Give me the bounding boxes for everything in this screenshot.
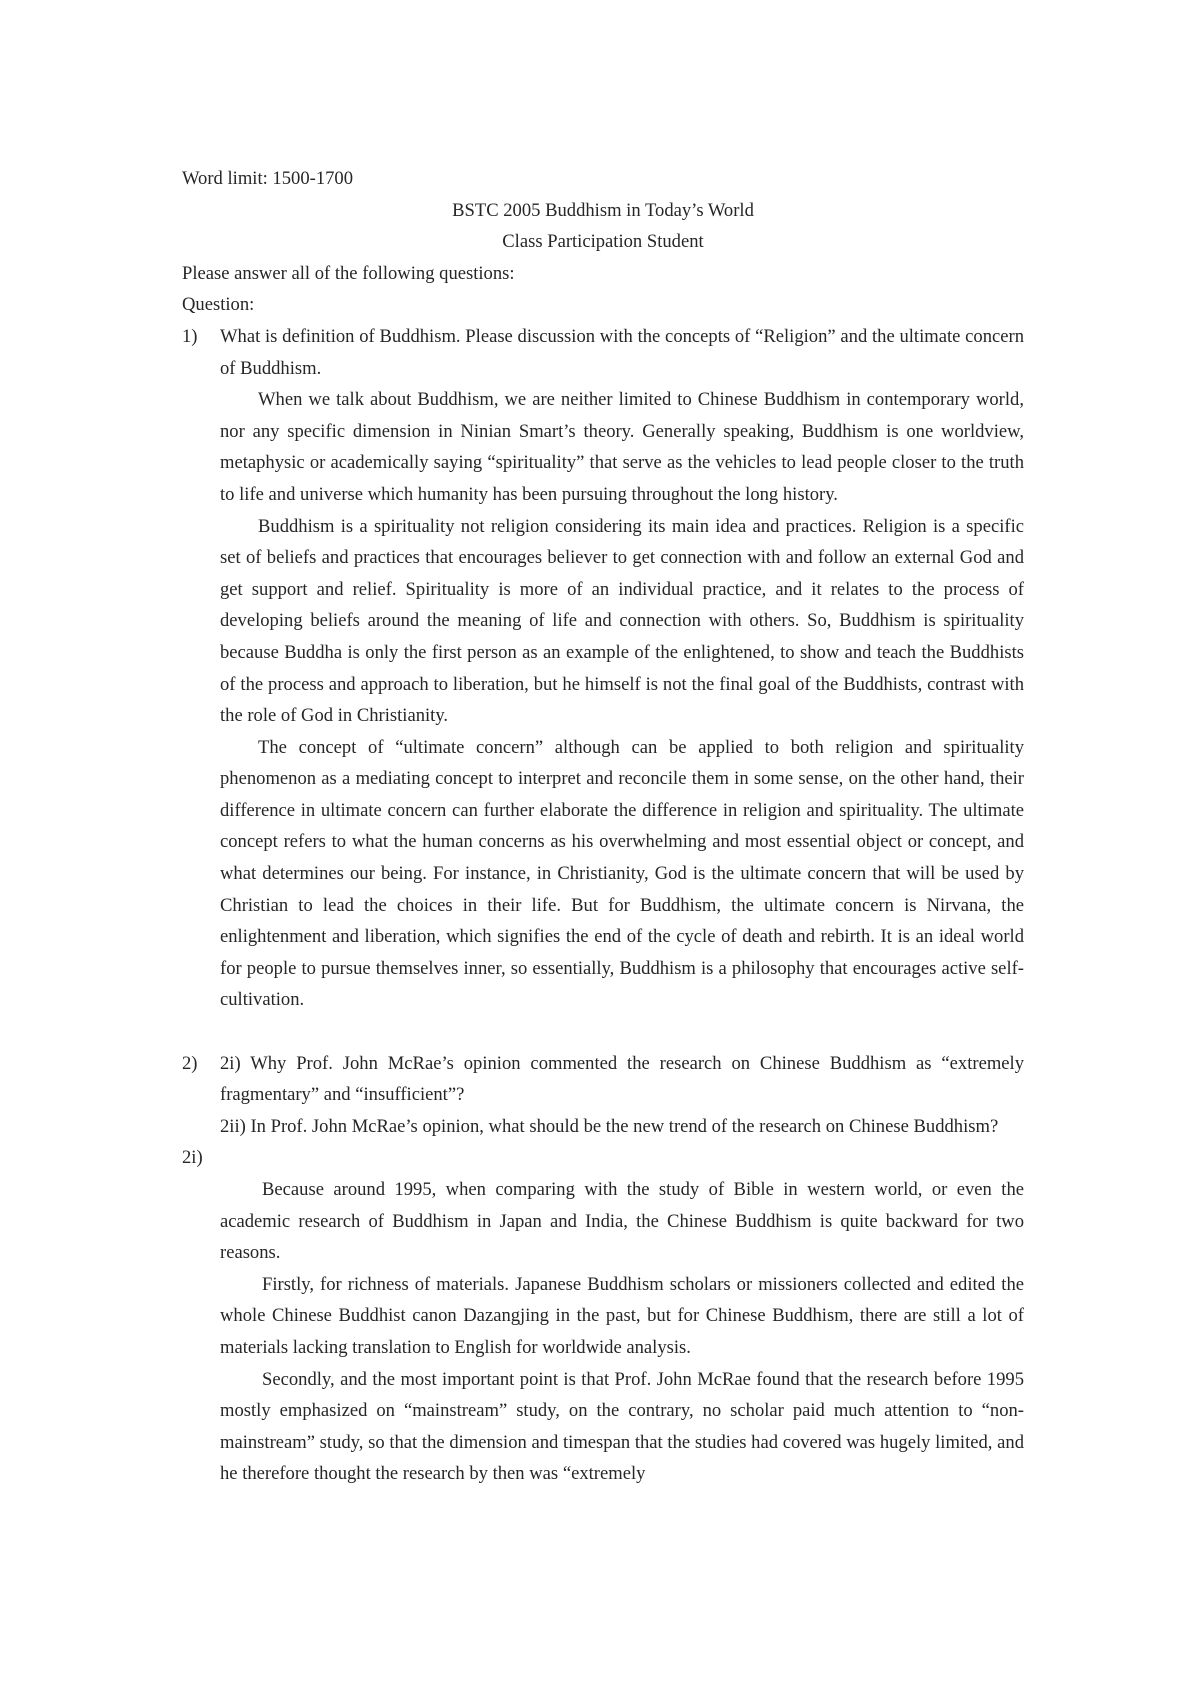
answer-1-paragraph-3: The concept of “ultimate concern” although can be applied to both religion and spirituality phenomenon as a mediating concept to interpret and reconcile them in some sense, on the other hand, their difference in ultimate concern can further elaborate the difference in religion and spirituality. The ultimate concept refers to what the human concerns as his overwhelming and most essential object or concept, and what determines our being. For instance, in Christianity, God is the ultimate concern that will be used by Christian to lead the choices in their life. But for Buddhism, the ultimate concern is Nirvana, the enlightenment and liberation, which signifies the end of the cycle of death and rebirth. It is an ideal world for people to pursue themselves inner, so essentially, Buddhism is a philosophy that encourages active self-cultivation. — [220, 736, 1024, 1011]
question-label: Question: — [182, 294, 255, 316]
question-2ii-text: 2ii) In Prof. John McRae’s opinion, what should be the new trend of the research on Chinese Buddhism? — [220, 1115, 999, 1137]
paragraph-gap — [182, 1016, 1024, 1048]
question-1 — [182, 321, 1024, 384]
course-title: BSTC 2005 Buddhism in Today’s World — [452, 199, 754, 221]
question-2i-text: 2i) Why Prof. John McRae’s opinion commented the research on Chinese Buddhism as “extremely fragmentary” and “insufficient”? — [220, 1052, 1024, 1106]
document-body — [182, 163, 1024, 1490]
word-limit: Word limit: 1500-1700 — [182, 168, 354, 189]
question-2-body — [220, 1048, 1024, 1143]
document-subtitle: Class Participation Student — [502, 231, 704, 253]
answer-2i-label: 2i) — [182, 1147, 203, 1169]
answer-2i — [182, 1174, 1024, 1490]
question-2-number: 2) — [182, 1052, 198, 1074]
question-1-text: What is definition of Buddhism. Please discussion with the concepts of “Religion” and the ultimate concern of Buddhism. — [220, 325, 1024, 379]
answer-1-paragraph-2: Buddhism is a spirituality not religion considering its main idea and practices. Religion is a specific set of beliefs and practices that encourages believer to get connection with and follow an external God and get support and relief. Spirituality is more of an individual practice, and it relates to the process of developing beliefs around the meaning of life and connection with others. So, Buddhism is spirituality because Buddha is only the first person as an example of the enlightened, to show and teach the Buddhists of the process and approach to liberation, but he himself is not the final goal of the Buddhists, contrast with the role of God in Christianity. — [220, 515, 1024, 727]
answer-1-paragraph-1: When we talk about Buddhism, we are neither limited to Chinese Buddhism in contemporary world, nor any specific dimension in Ninian Smart’s theory. Generally speaking, Buddhism is one worldview, metaphysic or academically saying “spirituality” that serve as the vehicles to lead people closer to the truth to life and universe which humanity has been pursuing throughout the long history. — [220, 389, 1024, 505]
answer-2i-paragraph-3: Secondly, and the most important point is that Prof. John McRae found that the research before 1995 mostly emphasized on “mainstream” study, on the contrary, no scholar paid much attention to “non-mainstream” study, so that the dimension and timespan that the studies had covered was hugely limited, and he therefore thought the research by then was “extremely — [220, 1368, 1024, 1485]
answer-1 — [182, 384, 1024, 1016]
instructions: Please answer all of the following questions: — [182, 262, 515, 284]
question-1-number: 1) — [182, 325, 198, 347]
answer-2i-paragraph-1: Because around 1995, when comparing with the study of Bible in western world, or even the academic research of Buddhism in Japan and India, the Chinese Buddhism is quite backward for two reasons. — [220, 1179, 1024, 1264]
answer-2i-paragraph-2: Firstly, for richness of materials. Japanese Buddhism scholars or missioners collected and edited the whole Chinese Buddhist canon Dazangjing in the past, but for Chinese Buddhism, there are still a lot of materials lacking translation to English for worldwide analysis. — [220, 1273, 1024, 1358]
question-2 — [182, 1048, 1024, 1143]
